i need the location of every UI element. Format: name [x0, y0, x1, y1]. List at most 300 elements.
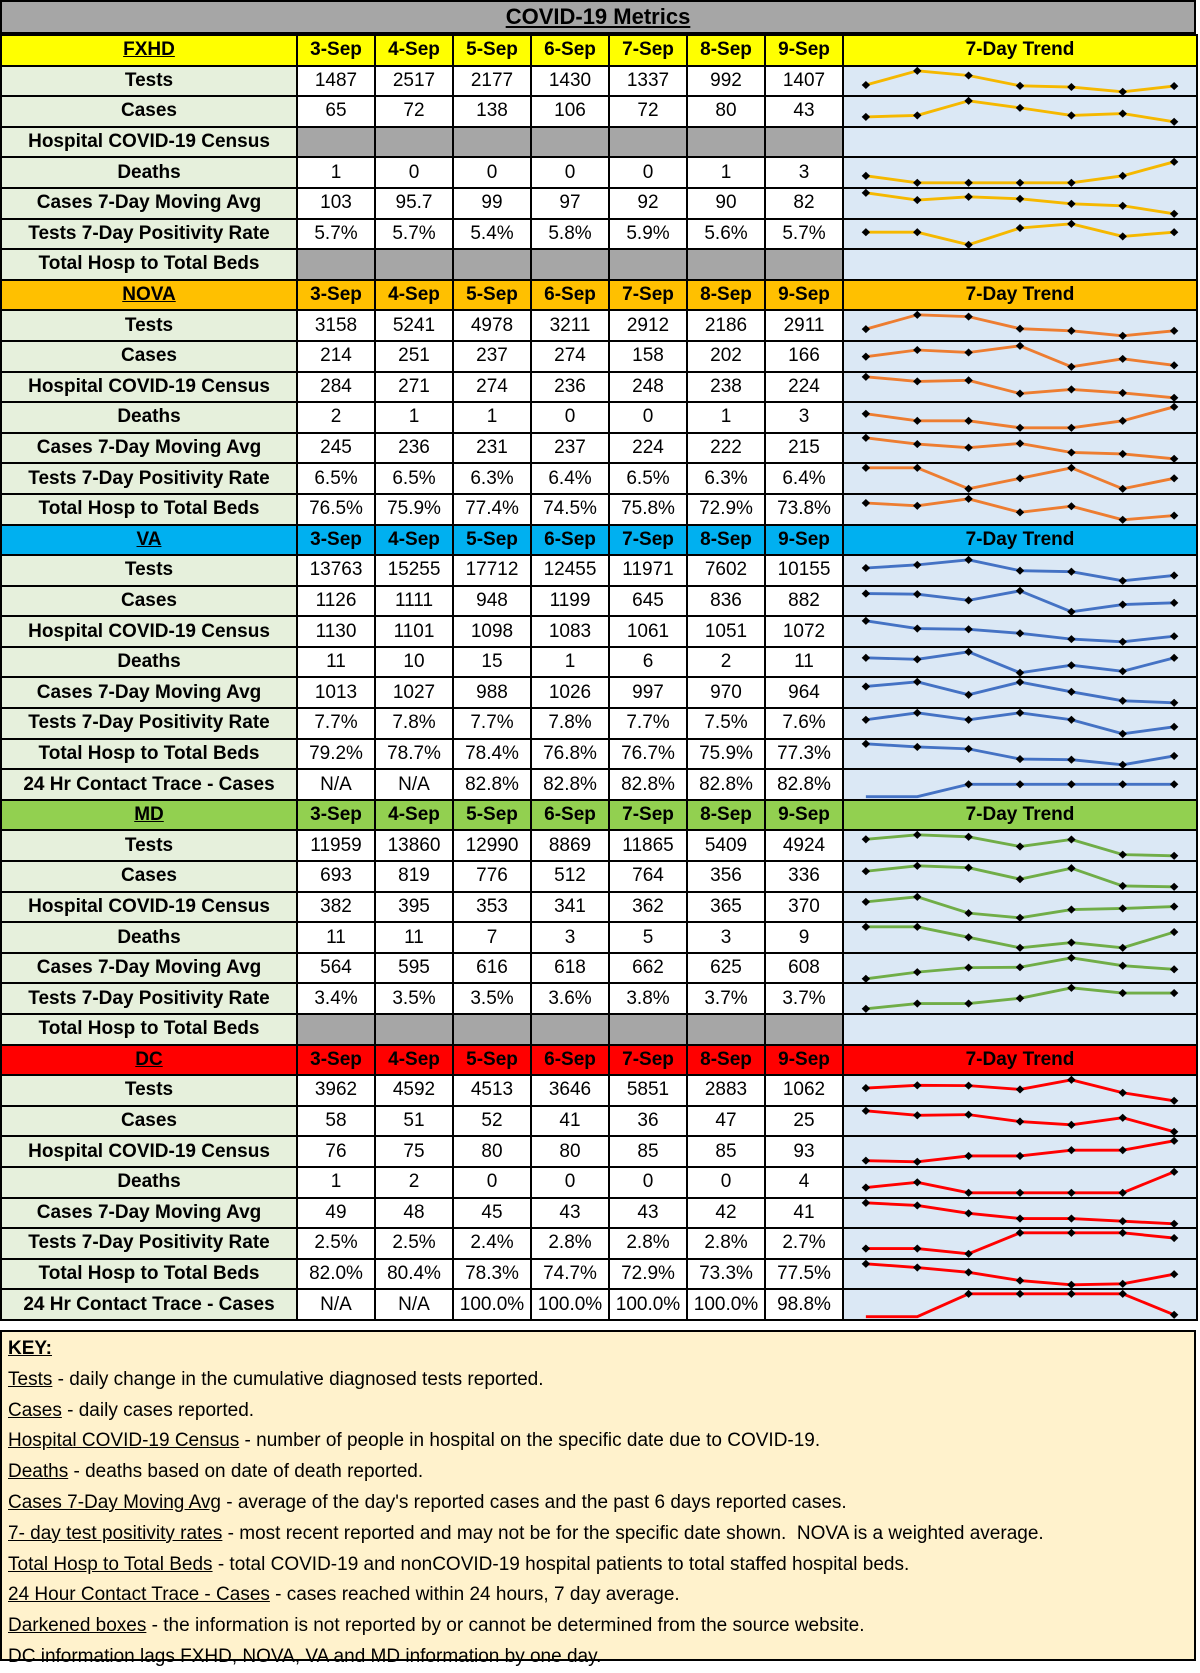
metric-value: 0	[687, 1167, 765, 1198]
table-row	[1, 1136, 1197, 1167]
metric-value: 138	[453, 96, 531, 127]
sparkline-point	[862, 1157, 870, 1165]
date-header: 8-Sep	[687, 280, 765, 311]
metric-value: 78.4%	[453, 739, 531, 770]
metric-value: 512	[531, 861, 609, 892]
sparkline-point	[964, 556, 972, 564]
sparkline-point	[1170, 118, 1178, 126]
metric-value: 1487	[297, 66, 375, 97]
metric-value: 76.7%	[609, 739, 687, 770]
table-row	[1, 1014, 1197, 1045]
metric-value: 106	[531, 96, 609, 127]
date-header: 3-Sep	[297, 1045, 375, 1076]
sparkline-point	[1016, 709, 1024, 717]
metric-value: 1027	[375, 677, 453, 708]
sparkline-point	[964, 71, 972, 79]
sparkline-point	[964, 1209, 972, 1217]
metric-value: 82.8%	[531, 769, 609, 800]
table-row	[1, 1228, 1197, 1259]
metric-value: 75	[375, 1136, 453, 1167]
sparkline-point	[1016, 179, 1024, 187]
sparkline-point	[913, 862, 921, 870]
metric-value: 5.8%	[531, 219, 609, 250]
metric-value: 98.8%	[765, 1289, 843, 1320]
metric-value: 42	[687, 1198, 765, 1229]
darkened-cell	[765, 249, 843, 280]
metric-label: Total Hosp to Total Beds	[1, 494, 297, 525]
metric-value: 99	[453, 188, 531, 219]
region-name: MD	[1, 800, 297, 831]
metric-value: 100.0%	[687, 1289, 765, 1320]
sparkline	[844, 434, 1196, 463]
metric-value: 595	[375, 953, 453, 984]
metric-value: 1430	[531, 66, 609, 97]
sparkline-point	[862, 897, 870, 905]
metric-value: 3.7%	[765, 983, 843, 1014]
metric-value: 72	[375, 96, 453, 127]
sparkline-point	[913, 590, 921, 598]
metric-value: 4513	[453, 1075, 531, 1106]
sparkline	[844, 495, 1196, 524]
table-row	[1, 708, 1197, 739]
metric-value: 5409	[687, 830, 765, 861]
table-row	[1, 616, 1197, 647]
sparkline-point	[1067, 716, 1075, 724]
trend-header: 7-Day Trend	[843, 800, 1197, 831]
metric-value: 85	[609, 1136, 687, 1167]
sparkline-cell	[843, 1075, 1197, 1106]
metric-label: 24 Hr Contact Trace - Cases	[1, 1289, 297, 1320]
metric-value: 997	[609, 677, 687, 708]
sparkline-point	[964, 963, 972, 971]
sparkline-point	[1170, 1219, 1178, 1227]
metric-value: 645	[609, 586, 687, 617]
metric-label: Tests 7-Day Positivity Rate	[1, 219, 297, 250]
sparkline-point	[1016, 508, 1024, 516]
metric-value: 245	[297, 433, 375, 464]
darkened-cell	[453, 1014, 531, 1045]
darkened-cell	[609, 127, 687, 158]
sparkline-point	[1067, 781, 1075, 789]
sparkline-point	[862, 654, 870, 662]
sparkline-cell	[843, 861, 1197, 892]
metric-value: 5851	[609, 1075, 687, 1106]
table-row	[1, 463, 1197, 494]
sparkline-point	[1067, 607, 1075, 615]
sparkline-point	[1118, 1089, 1126, 1097]
sparkline-point	[1016, 944, 1024, 952]
metric-value: 764	[609, 861, 687, 892]
metric-value: 3.4%	[297, 983, 375, 1014]
sparkline-cell	[843, 1167, 1197, 1198]
sparkline-point	[913, 346, 921, 354]
metric-value: 100.0%	[609, 1289, 687, 1320]
metric-value: 15	[453, 647, 531, 678]
darkened-cell	[687, 127, 765, 158]
sparkline-point	[913, 1000, 921, 1008]
metric-value: 51	[375, 1106, 453, 1137]
sparkline-cell	[843, 586, 1197, 617]
table-row	[1, 402, 1197, 433]
metric-value: 564	[297, 953, 375, 984]
metrics-table	[0, 34, 1198, 1321]
sparkline-point	[1118, 600, 1126, 608]
metric-value: 2883	[687, 1075, 765, 1106]
key-entry	[8, 1611, 1188, 1642]
sparkline-point	[1067, 424, 1075, 432]
sparkline	[844, 1107, 1196, 1136]
metric-value: 82.8%	[453, 769, 531, 800]
key-term: 7- day test positivity rates	[8, 1522, 223, 1544]
sparkline-point	[1067, 939, 1075, 947]
metric-value: 75.8%	[609, 494, 687, 525]
sparkline-point	[1016, 1086, 1024, 1094]
table-row	[1, 892, 1197, 923]
sparkline-point	[913, 112, 921, 120]
trend-header: 7-Day Trend	[843, 525, 1197, 556]
sparkline-point	[1170, 781, 1178, 789]
metric-value: 7602	[687, 555, 765, 586]
key-description: - most recent reported and may not be for the specific date shown. NOVA is a weighted average.	[222, 1522, 1044, 1544]
sparkline-point	[1016, 1117, 1024, 1125]
metric-value: 5.7%	[297, 219, 375, 250]
sparkline-point	[862, 434, 870, 442]
sparkline-point	[1170, 965, 1178, 973]
sparkline-point	[1118, 760, 1126, 768]
metric-value: 4592	[375, 1075, 453, 1106]
sparkline-point	[1170, 598, 1178, 606]
metric-label: Total Hosp to Total Beds	[1, 1014, 297, 1045]
sparkline-point	[964, 443, 972, 451]
sparkline-point	[1170, 228, 1178, 236]
sparkline-point	[862, 923, 870, 931]
sparkline-point	[862, 353, 870, 361]
date-header: 6-Sep	[531, 1045, 609, 1076]
sparkline-point	[1016, 913, 1024, 921]
sparkline-point	[913, 1245, 921, 1253]
metric-value: 100.0%	[531, 1289, 609, 1320]
sparkline-point	[1118, 355, 1126, 363]
metric-value: 7.6%	[765, 708, 843, 739]
sparkline-cell	[843, 219, 1197, 250]
metric-value: 11	[765, 647, 843, 678]
metric-value: 236	[375, 433, 453, 464]
darkened-cell	[375, 127, 453, 158]
metric-value: 3.8%	[609, 983, 687, 1014]
sparkline-point	[913, 1263, 921, 1271]
sparkline-point	[913, 228, 921, 236]
metric-value: 82	[765, 188, 843, 219]
sparkline	[844, 862, 1196, 891]
metric-label: Hospital COVID-19 Census	[1, 616, 297, 647]
sparkline-point	[862, 113, 870, 121]
sparkline-cell	[843, 647, 1197, 678]
sparkline-point	[1170, 883, 1178, 891]
sparkline-point	[1067, 568, 1075, 576]
metric-label: Cases	[1, 341, 297, 372]
metric-value: 1098	[453, 616, 531, 647]
sparkline-point	[862, 975, 870, 983]
sparkline-point	[1118, 1189, 1126, 1197]
sparkline-point	[1170, 902, 1178, 910]
metric-value: 988	[453, 677, 531, 708]
metric-value: 238	[687, 372, 765, 403]
sparkline-point	[964, 1000, 972, 1008]
metric-value: N/A	[375, 769, 453, 800]
sparkline-point	[964, 909, 972, 917]
sparkline-point	[1067, 385, 1075, 393]
date-header: 3-Sep	[297, 800, 375, 831]
metric-value: 7.8%	[375, 708, 453, 739]
table-row	[1, 372, 1197, 403]
sparkline-point	[1170, 632, 1178, 640]
date-header: 6-Sep	[531, 525, 609, 556]
metric-value: 3	[687, 922, 765, 953]
metric-label: Hospital COVID-19 Census	[1, 127, 297, 158]
metric-value: 85	[687, 1136, 765, 1167]
sparkline-point	[964, 626, 972, 634]
sparkline-point	[1170, 393, 1178, 401]
table-row	[1, 922, 1197, 953]
metric-value: 224	[765, 372, 843, 403]
sparkline-point	[1170, 511, 1178, 519]
sparkline-point	[862, 836, 870, 844]
sparkline-point	[1118, 332, 1126, 340]
sparkline-point	[1118, 1114, 1126, 1122]
metric-value: 819	[375, 861, 453, 892]
metric-value: 13860	[375, 830, 453, 861]
sparkline-point	[1118, 989, 1126, 997]
sparkline-cell	[843, 1106, 1197, 1137]
sparkline-point	[1118, 697, 1126, 705]
metric-label: Tests 7-Day Positivity Rate	[1, 708, 297, 739]
key-term: Cases	[8, 1399, 62, 1421]
date-header: 9-Sep	[765, 800, 843, 831]
sparkline-point	[1170, 454, 1178, 462]
metric-value: 1083	[531, 616, 609, 647]
sparkline-point	[1016, 630, 1024, 638]
metric-value: 2	[297, 402, 375, 433]
sparkline-point	[862, 189, 870, 197]
sparkline-point	[1067, 1146, 1075, 1154]
sparkline-point	[1170, 654, 1178, 662]
metric-value: 25	[765, 1106, 843, 1137]
metric-value: 224	[609, 433, 687, 464]
sparkline-point	[1118, 1290, 1126, 1298]
metric-value: 6.3%	[453, 463, 531, 494]
darkened-cell	[765, 1014, 843, 1045]
table-row	[1, 188, 1197, 219]
metric-value: 1	[687, 157, 765, 188]
sparkline-cell	[843, 96, 1197, 127]
sparkline-point	[964, 1082, 972, 1090]
metric-value: 2912	[609, 310, 687, 341]
sparkline	[844, 1260, 1196, 1289]
sparkline-point	[964, 240, 972, 248]
metric-value: 92	[609, 188, 687, 219]
sparkline-point	[1118, 882, 1126, 890]
sparkline-cell	[843, 1228, 1197, 1259]
metric-value: 103	[297, 188, 375, 219]
metric-value: 362	[609, 892, 687, 923]
metric-value: 72.9%	[687, 494, 765, 525]
sparkline-cell	[843, 402, 1197, 433]
sparkline-point	[913, 1178, 921, 1186]
sparkline-point	[1016, 475, 1024, 483]
metric-value: 1	[297, 157, 375, 188]
sparkline-point	[1016, 104, 1024, 112]
metric-value: N/A	[375, 1289, 453, 1320]
key-description: - daily cases reported.	[61, 1399, 255, 1421]
sparkline-point	[913, 502, 921, 510]
date-header: 4-Sep	[375, 280, 453, 311]
metric-value: 1130	[297, 616, 375, 647]
metric-value: N/A	[297, 769, 375, 800]
sparkline-point	[1067, 984, 1075, 992]
metric-value: 4924	[765, 830, 843, 861]
sparkline-point	[1170, 723, 1178, 731]
metric-label: Hospital COVID-19 Census	[1, 892, 297, 923]
sparkline-point	[913, 923, 921, 931]
sparkline-cell	[843, 249, 1197, 280]
sparkline-point	[1016, 995, 1024, 1003]
sparkline-point	[1170, 1270, 1178, 1278]
metric-value: 215	[765, 433, 843, 464]
metric-value: 58	[297, 1106, 375, 1137]
metric-value: 48	[375, 1198, 453, 1229]
metric-value: 100.0%	[453, 1289, 531, 1320]
region-name: NOVA	[1, 280, 297, 311]
metric-value: 1101	[375, 616, 453, 647]
key-entry	[8, 1426, 1188, 1457]
metric-value: 6.5%	[297, 463, 375, 494]
metric-value: 11	[297, 922, 375, 953]
sparkline-point	[1118, 417, 1126, 425]
sparkline-point	[1067, 448, 1075, 456]
metric-value: 214	[297, 341, 375, 372]
sparkline-point	[964, 485, 972, 493]
sparkline-point	[1016, 1229, 1024, 1237]
sparkline-point	[1118, 202, 1126, 210]
sparkline-point	[1016, 439, 1024, 447]
metric-value: 6	[609, 647, 687, 678]
table-row	[1, 1167, 1197, 1198]
metric-label: Total Hosp to Total Beds	[1, 739, 297, 770]
sparkline-cell	[843, 372, 1197, 403]
date-header: 6-Sep	[531, 800, 609, 831]
sparkline-cell	[843, 341, 1197, 372]
sparkline	[844, 648, 1196, 677]
sparkline-point	[964, 313, 972, 321]
metric-value: 166	[765, 341, 843, 372]
sparkline-point	[1067, 1290, 1075, 1298]
metric-value: 776	[453, 861, 531, 892]
date-header: 8-Sep	[687, 35, 765, 66]
key-entry	[8, 1365, 1188, 1396]
sparkline-point	[1170, 361, 1178, 369]
metric-value: 5.7%	[765, 219, 843, 250]
sparkline-point	[1170, 699, 1178, 707]
metric-value: 11971	[609, 555, 687, 586]
metric-value: 5.7%	[375, 219, 453, 250]
metric-value: 1026	[531, 677, 609, 708]
sparkline-point	[1118, 904, 1126, 912]
metric-value: 1	[297, 1167, 375, 1198]
sparkline-point	[1016, 424, 1024, 432]
metric-label: Tests 7-Day Positivity Rate	[1, 1228, 297, 1259]
metric-value: 77.4%	[453, 494, 531, 525]
sparkline-point	[1067, 1229, 1075, 1237]
sparkline	[844, 373, 1196, 402]
metric-value: 3	[765, 157, 843, 188]
metric-value: 608	[765, 953, 843, 984]
darkened-cell	[687, 1014, 765, 1045]
metric-label: Cases	[1, 96, 297, 127]
sparkline-cell	[843, 66, 1197, 97]
sparkline-point	[964, 691, 972, 699]
sparkline-point	[964, 1250, 972, 1258]
table-row	[1, 677, 1197, 708]
sparkline	[844, 678, 1196, 707]
metric-value: 0	[609, 1167, 687, 1198]
sparkline	[844, 831, 1196, 860]
sparkline-point	[1170, 1097, 1178, 1105]
key-term: Total Hosp to Total Beds	[8, 1553, 213, 1575]
sparkline-point	[862, 172, 870, 180]
sparkline-point	[1016, 1276, 1024, 1284]
metric-value: 3.5%	[375, 983, 453, 1014]
key-entry	[8, 1519, 1188, 1550]
metric-value: 2.8%	[609, 1228, 687, 1259]
darkened-cell	[531, 249, 609, 280]
sparkline-point	[1016, 843, 1024, 851]
metric-value: 5.9%	[609, 219, 687, 250]
sparkline-point	[1016, 1189, 1024, 1197]
metric-value: 356	[687, 861, 765, 892]
date-header: 3-Sep	[297, 525, 375, 556]
sparkline-point	[1067, 220, 1075, 228]
metric-value: 365	[687, 892, 765, 923]
metric-label: Cases 7-Day Moving Avg	[1, 677, 297, 708]
metric-value: 1	[453, 402, 531, 433]
metric-value: 11959	[297, 830, 375, 861]
sparkline	[844, 923, 1196, 952]
metric-value: 1	[687, 402, 765, 433]
key-description: - number of people in hospital on the specific date due to COVID-19.	[239, 1430, 821, 1452]
sparkline-point	[964, 648, 972, 656]
metric-value: 72	[609, 96, 687, 127]
metric-value: 80.4%	[375, 1259, 453, 1290]
sparkline-point	[964, 596, 972, 604]
sparkline-cell	[843, 922, 1197, 953]
metric-value: 970	[687, 677, 765, 708]
sparkline	[844, 984, 1196, 1013]
metric-value: 77.5%	[765, 1259, 843, 1290]
metric-label: Cases 7-Day Moving Avg	[1, 433, 297, 464]
sparkline	[844, 740, 1196, 769]
sparkline-point	[964, 1152, 972, 1160]
sparkline	[844, 1290, 1196, 1319]
sparkline-point	[1016, 389, 1024, 397]
key-term: Hospital COVID-19 Census	[8, 1430, 240, 1452]
metric-value: 382	[297, 892, 375, 923]
sparkline-point	[1016, 669, 1024, 677]
metric-label: Deaths	[1, 922, 297, 953]
sparkline-point	[1067, 1214, 1075, 1222]
metric-value: 10155	[765, 555, 843, 586]
sparkline-point	[1067, 905, 1075, 913]
metric-value: 158	[609, 341, 687, 372]
